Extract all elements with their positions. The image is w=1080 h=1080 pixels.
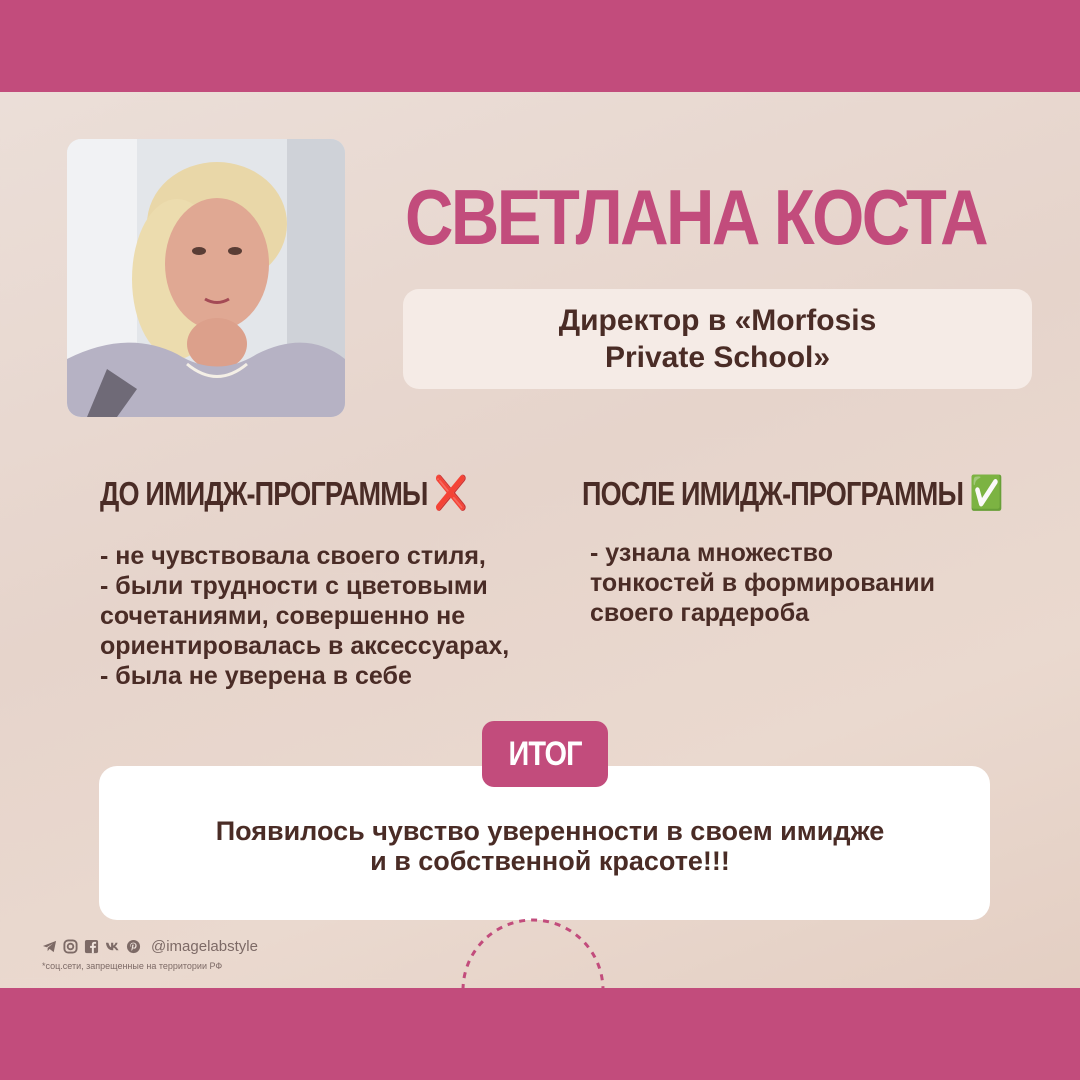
instagram-icon[interactable] (63, 939, 78, 954)
after-heading (582, 474, 1003, 513)
list-item: - узнала множество (590, 539, 833, 567)
list-item: своего гардероба (590, 599, 810, 627)
before-heading (100, 474, 467, 513)
summary-text (0, 816, 1080, 876)
decorative-dashed-circle (455, 902, 605, 992)
before-title: ДО ИМИДЖ-ПРОГРАММЫ (100, 474, 428, 512)
before-list (100, 541, 509, 691)
after-title: ПОСЛЕ ИМИДЖ-ПРОГРАММЫ (582, 474, 964, 512)
role-card (403, 289, 1032, 389)
social-handle[interactable]: @imagelabstyle (151, 938, 258, 955)
disclaimer: *соц.сети, запрещенные на территории РФ (42, 961, 223, 971)
role-text: Директор в «Morfosis Private School» (558, 304, 877, 374)
facebook-icon[interactable] (84, 939, 99, 954)
list-item: сочетаниями, совершенно не (100, 602, 466, 630)
top-band (0, 0, 1080, 92)
list-item: - были трудности с цветовыми (100, 572, 488, 600)
after-list (590, 538, 935, 628)
summary-badge: ИТОГ (482, 721, 608, 787)
pinterest-icon[interactable] (126, 939, 141, 954)
list-item: ориентировалась в аксессуарах, (100, 632, 510, 660)
list-item: - не чувствовала своего стиля, (100, 542, 486, 570)
social-links (42, 938, 258, 955)
bottom-band (0, 988, 1080, 1080)
person-name: СВЕТЛАНА КОСТА (405, 173, 986, 261)
list-item: тонкостей в формировании (590, 569, 936, 597)
list-item: - была не уверена в себе (100, 662, 412, 690)
summary-line: и в собственной красоте!!! (370, 846, 730, 876)
telegram-icon[interactable] (42, 939, 57, 954)
profile-photo (67, 139, 345, 417)
vk-icon[interactable] (105, 939, 120, 954)
cross-icon: ❌ (434, 474, 468, 511)
checkmark-icon: ✅ (969, 474, 1003, 511)
summary-line: Появилось чувство уверенности в своем имидже (215, 816, 885, 846)
